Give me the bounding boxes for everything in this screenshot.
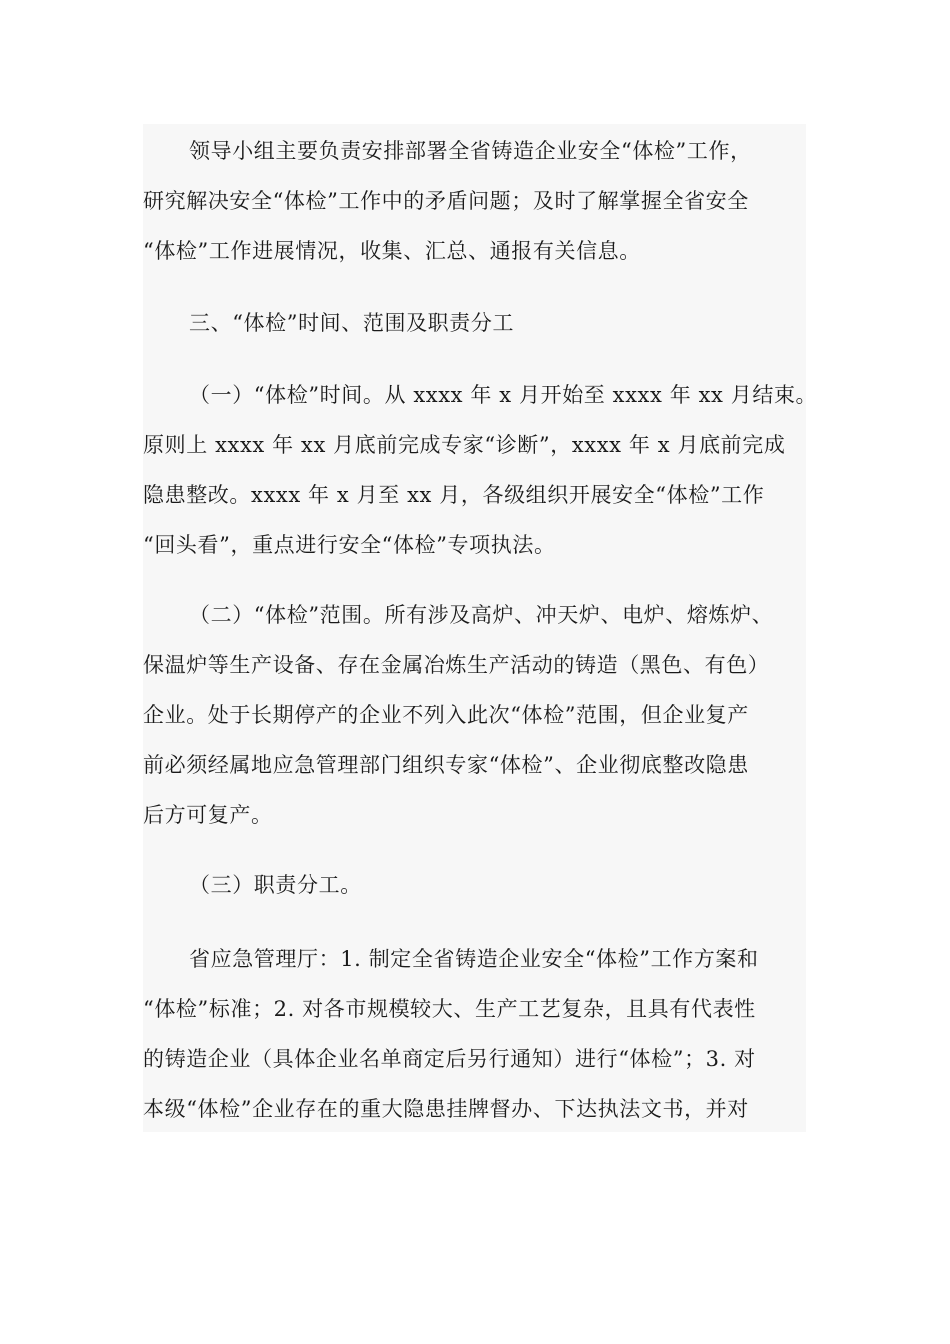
paragraph-provincial-department bbox=[143, 934, 813, 1134]
paragraph-responsibility-heading bbox=[143, 860, 813, 910]
text-line: 隐患整改。xxxx 年 x 月至 xx 月，各级组织开展安全“体检”工作 bbox=[143, 483, 765, 507]
text-line: 领导小组主要负责安排部署全省铸造企业安全“体检”工作， bbox=[189, 139, 752, 163]
section-heading-3 bbox=[143, 298, 813, 348]
text-line: 后方可复产。 bbox=[143, 803, 273, 827]
paragraph-inspection-time bbox=[143, 370, 818, 570]
text-line: “体检”工作进展情况，收集、汇总、通报有关信息。 bbox=[143, 239, 641, 263]
text-line: 本级“体检”企业存在的重大隐患挂牌督办、下达执法文书，并对 bbox=[143, 1097, 749, 1121]
text-line: 保温炉等生产设备、存在金属冶炼生产活动的铸造（黑色、有色） bbox=[143, 653, 770, 677]
text-line: 的铸造企业（具体企业名单商定后另行通知）进行“体检”；3. 对 bbox=[143, 1047, 756, 1071]
text-line: 研究解决安全“体检”工作中的矛盾问题；及时了解掌握全省安全 bbox=[143, 189, 749, 213]
text-line: 省应急管理厅：1. 制定全省铸造企业安全“体检”工作方案和 bbox=[189, 947, 759, 971]
text-line: 前必须经属地应急管理部门组织专家“体检”、企业彻底整改隐患 bbox=[143, 753, 749, 777]
paragraph-leadership-duties bbox=[143, 126, 813, 276]
text-line: （三）职责分工。 bbox=[189, 873, 362, 897]
text-line: （一）“体检”时间。从 xxxx 年 x 月开始至 xxxx 年 xx 月结束。 bbox=[189, 383, 818, 407]
text-line: “体检”标准；2. 对各市规模较大、生产工艺复杂，且具有代表性 bbox=[143, 997, 756, 1021]
paragraph-inspection-scope bbox=[143, 590, 813, 840]
text-line: 企业。处于长期停产的企业不列入此次“体检”范围，但企业复产 bbox=[143, 703, 749, 727]
text-line: 原则上 xxxx 年 xx 月底前完成专家“诊断”，xxxx 年 x 月底前完成 bbox=[143, 433, 786, 457]
text-line: （二）“体检”范围。所有涉及高炉、冲天炉、电炉、熔炼炉、 bbox=[189, 603, 774, 627]
section-heading-text: 三、“体检”时间、范围及职责分工 bbox=[189, 311, 515, 335]
text-line: “回头看”，重点进行安全“体检”专项执法。 bbox=[143, 533, 556, 557]
